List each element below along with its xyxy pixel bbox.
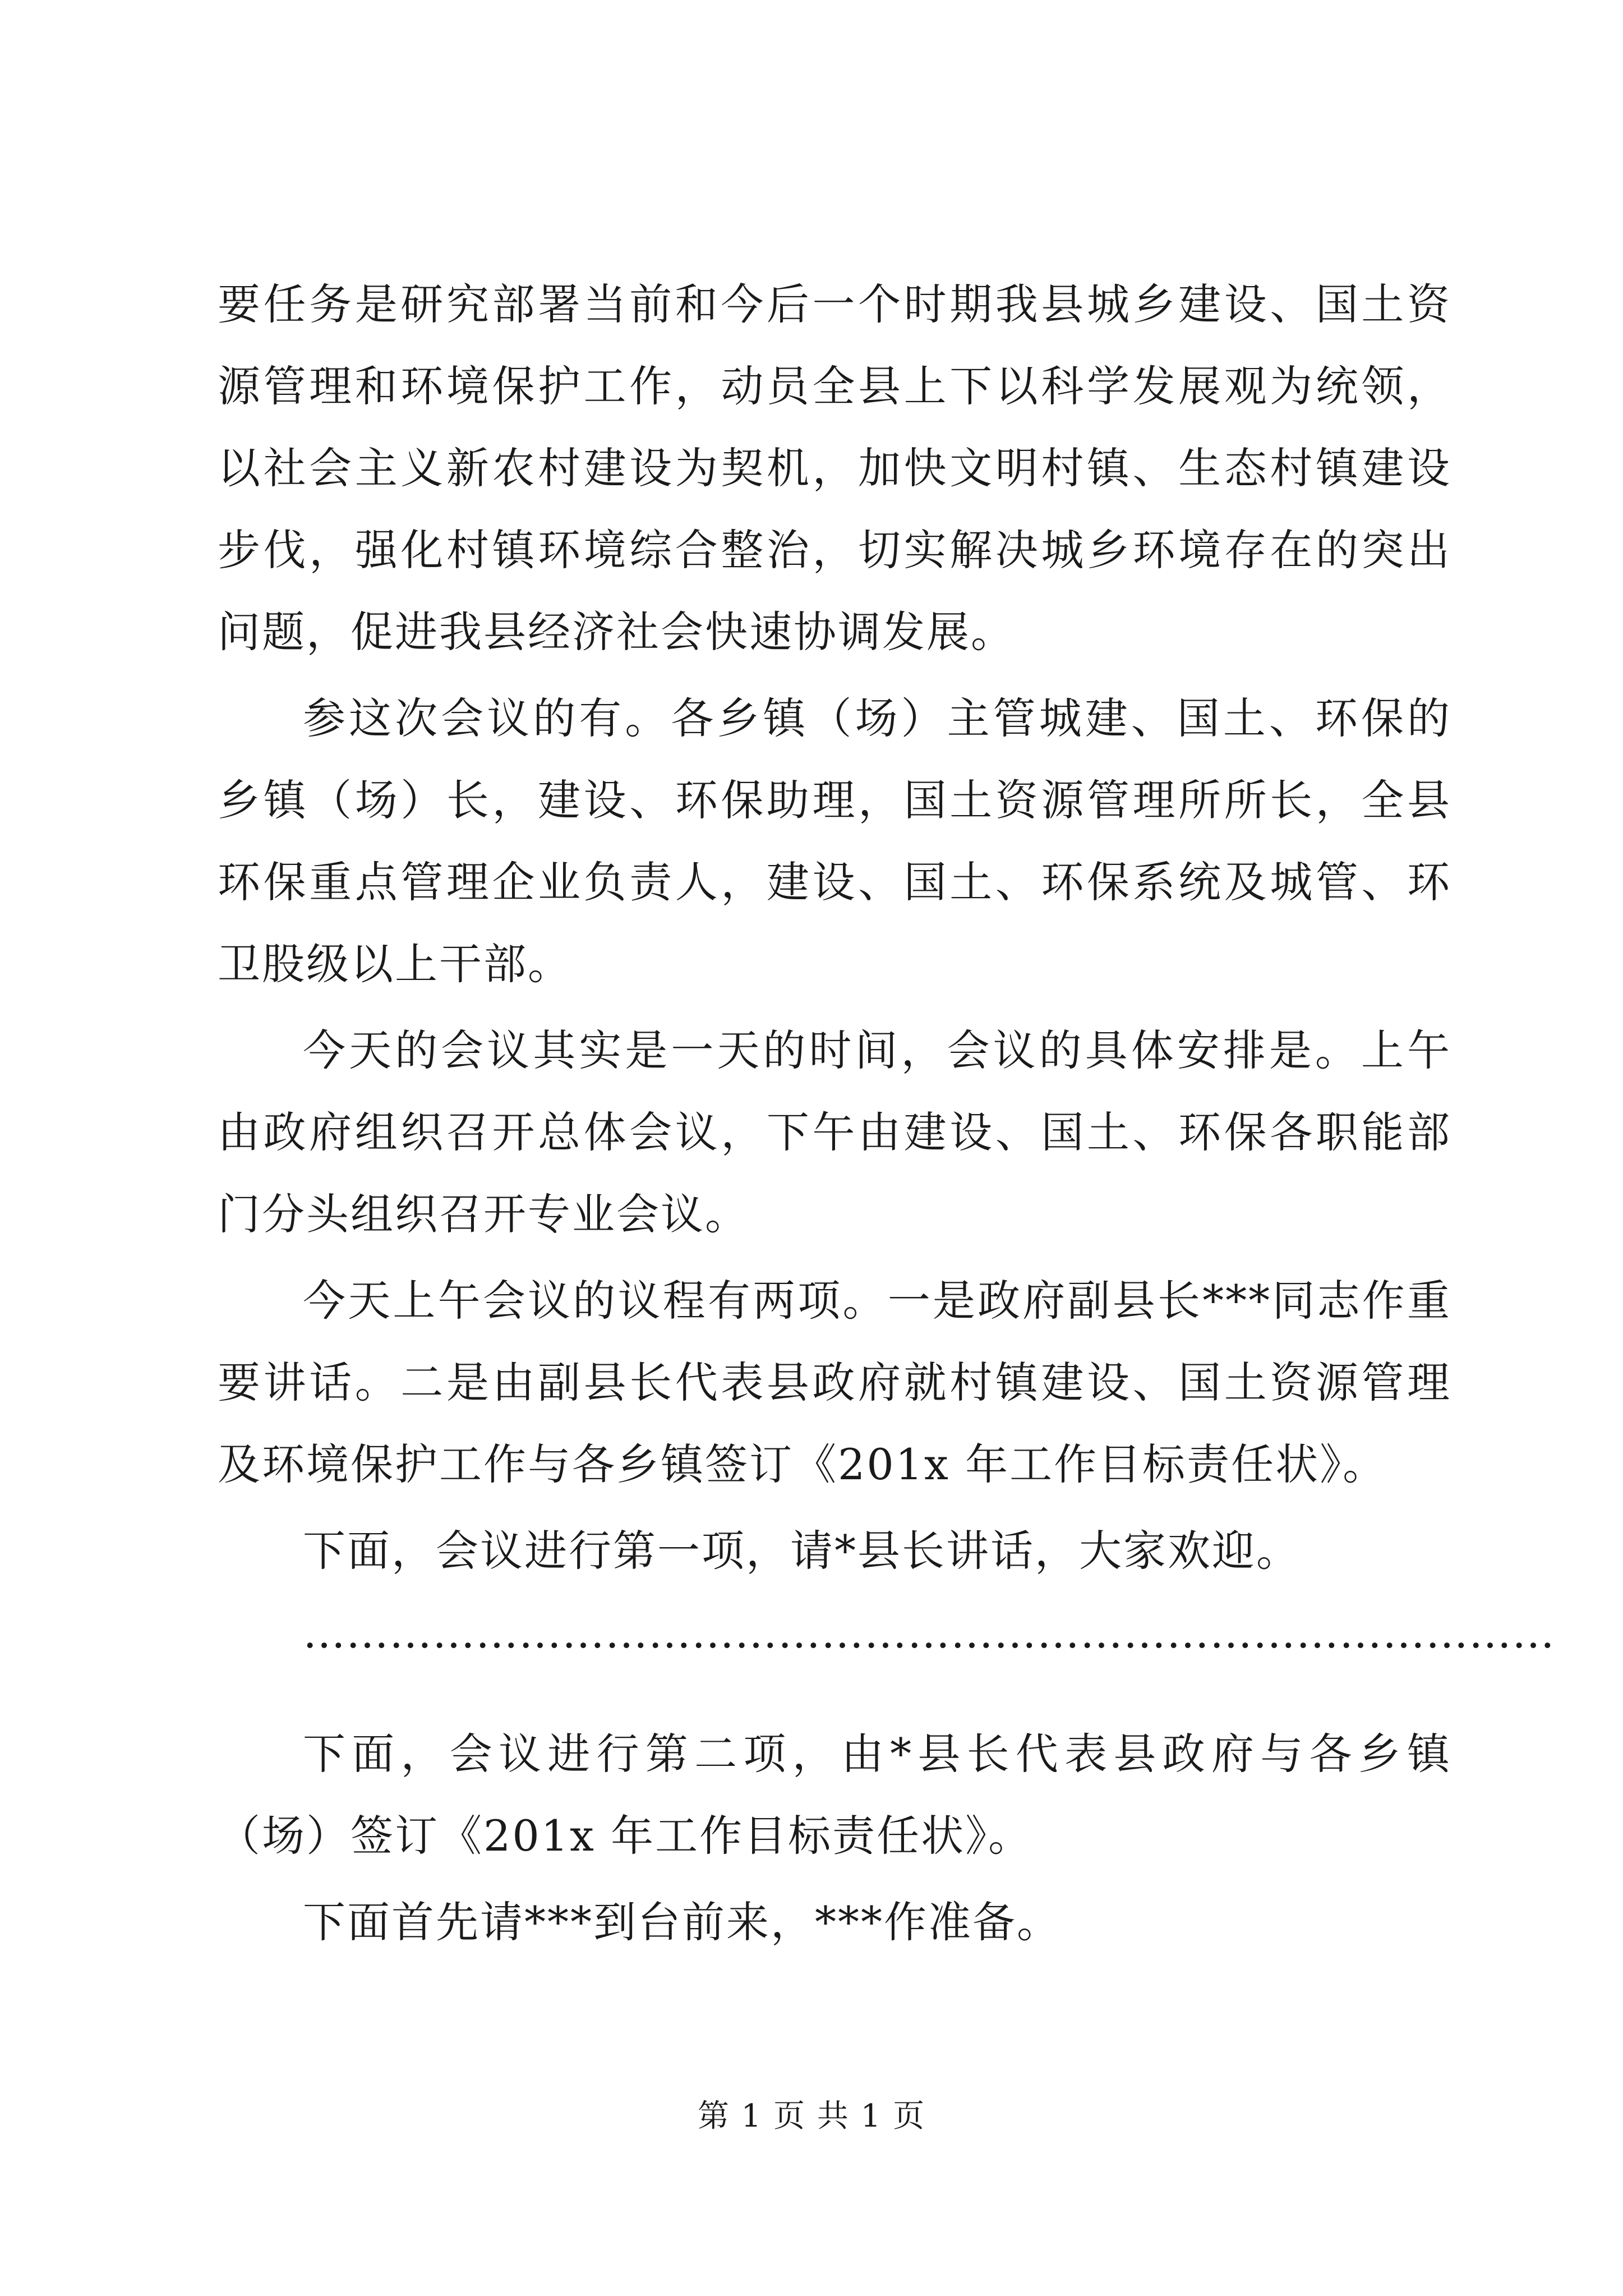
document-body (218, 264, 1555, 1963)
paragraph-purpose: 要任务是研究部署当前和今后一个时期我县城乡建设、国土资源管理和环境保护工作，动员全县上下以科学发展观为统领，以社会主义新农村建设为契机，加快文明村镇、生态村镇建设步伐，强化村镇环境综合整治，切实解决城乡环境存在的突出问题，促进我县经济社会快速协调发展。 (218, 279, 1451, 657)
paragraph-item-one: 下面，会议进行第一项，请*县长讲话，大家欢迎。 (303, 1526, 1301, 1576)
ellipsis-divider: …………………………………………………………………………… (303, 1608, 1555, 1658)
paragraph-agenda: 今天上午会议的议程有两项。一是政府副县长***同志作重要讲话。二是由副县长代表县政府就村镇建设、国土资源管理及环境保护工作与各乡镇签订《201x 年工作目标责任状》。 (218, 1276, 1451, 1489)
paragraph-attendees: 参这次会议的有。各乡镇（场）主管城建、国土、环保的乡镇（场）长，建设、环保助理，国土资源管理所所长，全县环保重点管理企业负责人，建设、国土、环保系统及城管、环卫股级以上干部。 (218, 693, 1451, 989)
paragraph-schedule: 今天的会议其实是一天的时间，会议的具体安排是。上午由政府组织召开总体会议，下午由建设、国土、环保各职能部门分头组织召开专业会议。 (218, 1025, 1451, 1239)
paragraph-closing: 下面首先请***到台前来，***作准备。 (303, 1897, 1061, 1947)
page-footer: 第 1 页 共 1 页 (697, 2098, 926, 2134)
paragraph-item-two: 下面，会议进行第二项，由*县长代表县政府与各乡镇（场）签订《201x 年工作目标责任状》。 (218, 1729, 1451, 1861)
